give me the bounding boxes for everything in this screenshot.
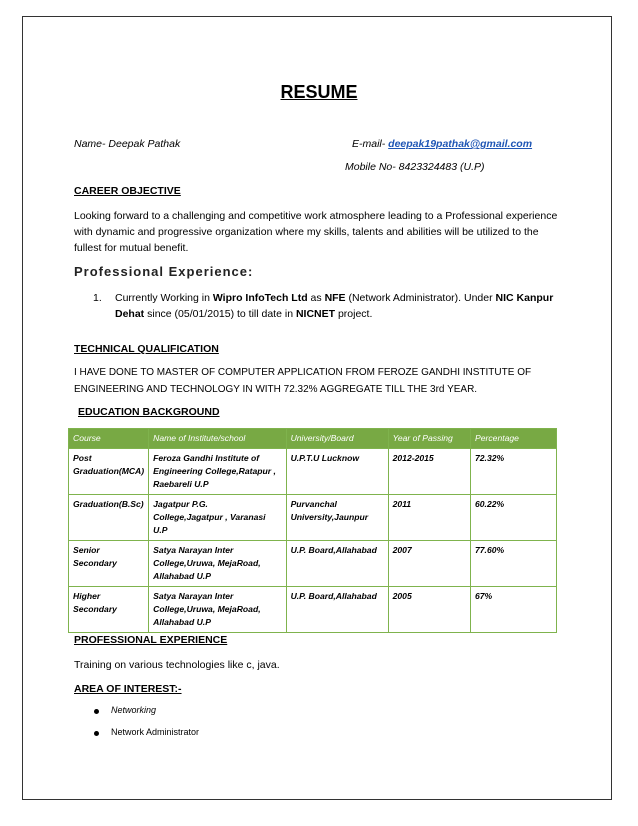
education-table bbox=[68, 428, 557, 633]
table-cell: Purvanchal University,Jaunpur bbox=[286, 495, 388, 541]
exp-text: as bbox=[307, 292, 325, 304]
experience-line-1 bbox=[115, 292, 553, 304]
technical-qualification-heading: TECHNICAL QUALIFICATION bbox=[74, 343, 219, 355]
area-of-interest-heading: AREA OF INTEREST:- bbox=[74, 683, 182, 695]
experience-item-number: 1. bbox=[93, 292, 102, 304]
table-cell: 2011 bbox=[388, 495, 470, 541]
technical-line-2: ENGINEERING AND TECHNOLOGY IN WITH 72.32% AGGREGATE TILL THE 3rd YEAR. bbox=[74, 384, 478, 395]
email-label: E-mail- bbox=[352, 138, 389, 150]
career-objective-heading: CAREER OBJECTIVE bbox=[74, 185, 181, 197]
table-header-cell: Percentage bbox=[471, 429, 557, 449]
table-cell: 72.32% bbox=[471, 449, 557, 495]
table-row bbox=[69, 449, 557, 495]
table-cell: 67% bbox=[471, 587, 557, 633]
exp-text: Currently Working in bbox=[115, 292, 213, 304]
table-cell: 2005 bbox=[388, 587, 470, 633]
table-cell: Feroza Gandhi Institute of Engineering College,Ratapur , Raebareli U.P bbox=[149, 449, 286, 495]
table-cell: 2007 bbox=[388, 541, 470, 587]
table-cell: 77.60% bbox=[471, 541, 557, 587]
table-header-cell: Year of Passing bbox=[388, 429, 470, 449]
table-cell: U.P. Board,Allahabad bbox=[286, 541, 388, 587]
exp-text: project. bbox=[335, 308, 373, 320]
education-heading: EDUCATION BACKGROUND bbox=[78, 406, 220, 418]
bullet-icon bbox=[94, 709, 99, 714]
project-name: NICNET bbox=[295, 308, 336, 320]
technical-line-1: I HAVE DONE TO MASTER OF COMPUTER APPLICATION FROM FEROZE GANDHI INSTITUTE OF bbox=[74, 367, 532, 378]
interest-item bbox=[111, 727, 199, 737]
table-cell: Senior Secondary bbox=[69, 541, 149, 587]
table-row bbox=[69, 541, 557, 587]
bullet-icon bbox=[94, 731, 99, 736]
table-cell: 60.22% bbox=[471, 495, 557, 541]
table-cell: Satya Narayan Inter College,Uruwa, MejaRoad, Allahabad U.P bbox=[149, 541, 286, 587]
table-row bbox=[69, 495, 557, 541]
experience-line-2 bbox=[115, 308, 372, 320]
table-cell: Graduation(B.Sc) bbox=[69, 495, 149, 541]
table-cell: Satya Narayan Inter College,Uruwa, MejaRoad, Allahabad U.P bbox=[149, 587, 286, 633]
exp-text: (Network Administrator). Under bbox=[345, 292, 496, 304]
professional-experience-section-heading: PROFESSIONAL EXPERIENCE bbox=[74, 634, 228, 646]
table-header-cell: Course bbox=[69, 429, 149, 449]
table-cell: 2012-2015 bbox=[388, 449, 470, 495]
client-name: NIC Kanpur bbox=[495, 292, 554, 304]
career-line-1: Looking forward to a challenging and competitive work atmosphere leading to a Professional experience bbox=[74, 210, 558, 222]
table-cell: U.P.T.U Lucknow bbox=[286, 449, 388, 495]
table-cell: U.P. Board,Allahabad bbox=[286, 587, 388, 633]
career-line-2: with dynamic and progressive organization where my skills, talents and abilities will be utilized to the bbox=[74, 226, 539, 238]
table-cell: Higher Secondary bbox=[69, 587, 149, 633]
professional-experience-heading: Professional Experience: bbox=[74, 264, 254, 279]
mobile-number: Mobile No- 8423324483 (U.P) bbox=[345, 161, 485, 173]
role-abbrev: NFE bbox=[324, 292, 346, 304]
table-cell: Post Graduation(MCA) bbox=[69, 449, 149, 495]
email-link[interactable]: deepak19pathak@gmail.com bbox=[388, 138, 533, 150]
exp-text: since (05/01/2015) to till date in bbox=[144, 308, 296, 320]
interest-label: Network Administrator bbox=[111, 727, 200, 737]
email-line bbox=[352, 138, 532, 150]
candidate-name: Name- Deepak Pathak bbox=[74, 138, 181, 150]
table-header-cell: University/Board bbox=[286, 429, 388, 449]
table-row bbox=[69, 587, 557, 633]
training-text: Training on various technologies like c, java. bbox=[74, 659, 280, 671]
interest-label: Networking bbox=[111, 705, 157, 715]
table-cell: Jagatpur P.G. College,Jagatpur , Varanasi U.P bbox=[149, 495, 286, 541]
table-header-cell: Name of Institute/school bbox=[149, 429, 286, 449]
career-line-3: fullest for mutual benefit. bbox=[74, 242, 189, 254]
table-header-row bbox=[69, 429, 557, 449]
page-title: RESUME bbox=[280, 82, 358, 102]
client-name-cont: Dehat bbox=[115, 308, 145, 320]
company-name: Wipro InfoTech Ltd bbox=[212, 292, 308, 304]
interest-item bbox=[111, 705, 156, 715]
